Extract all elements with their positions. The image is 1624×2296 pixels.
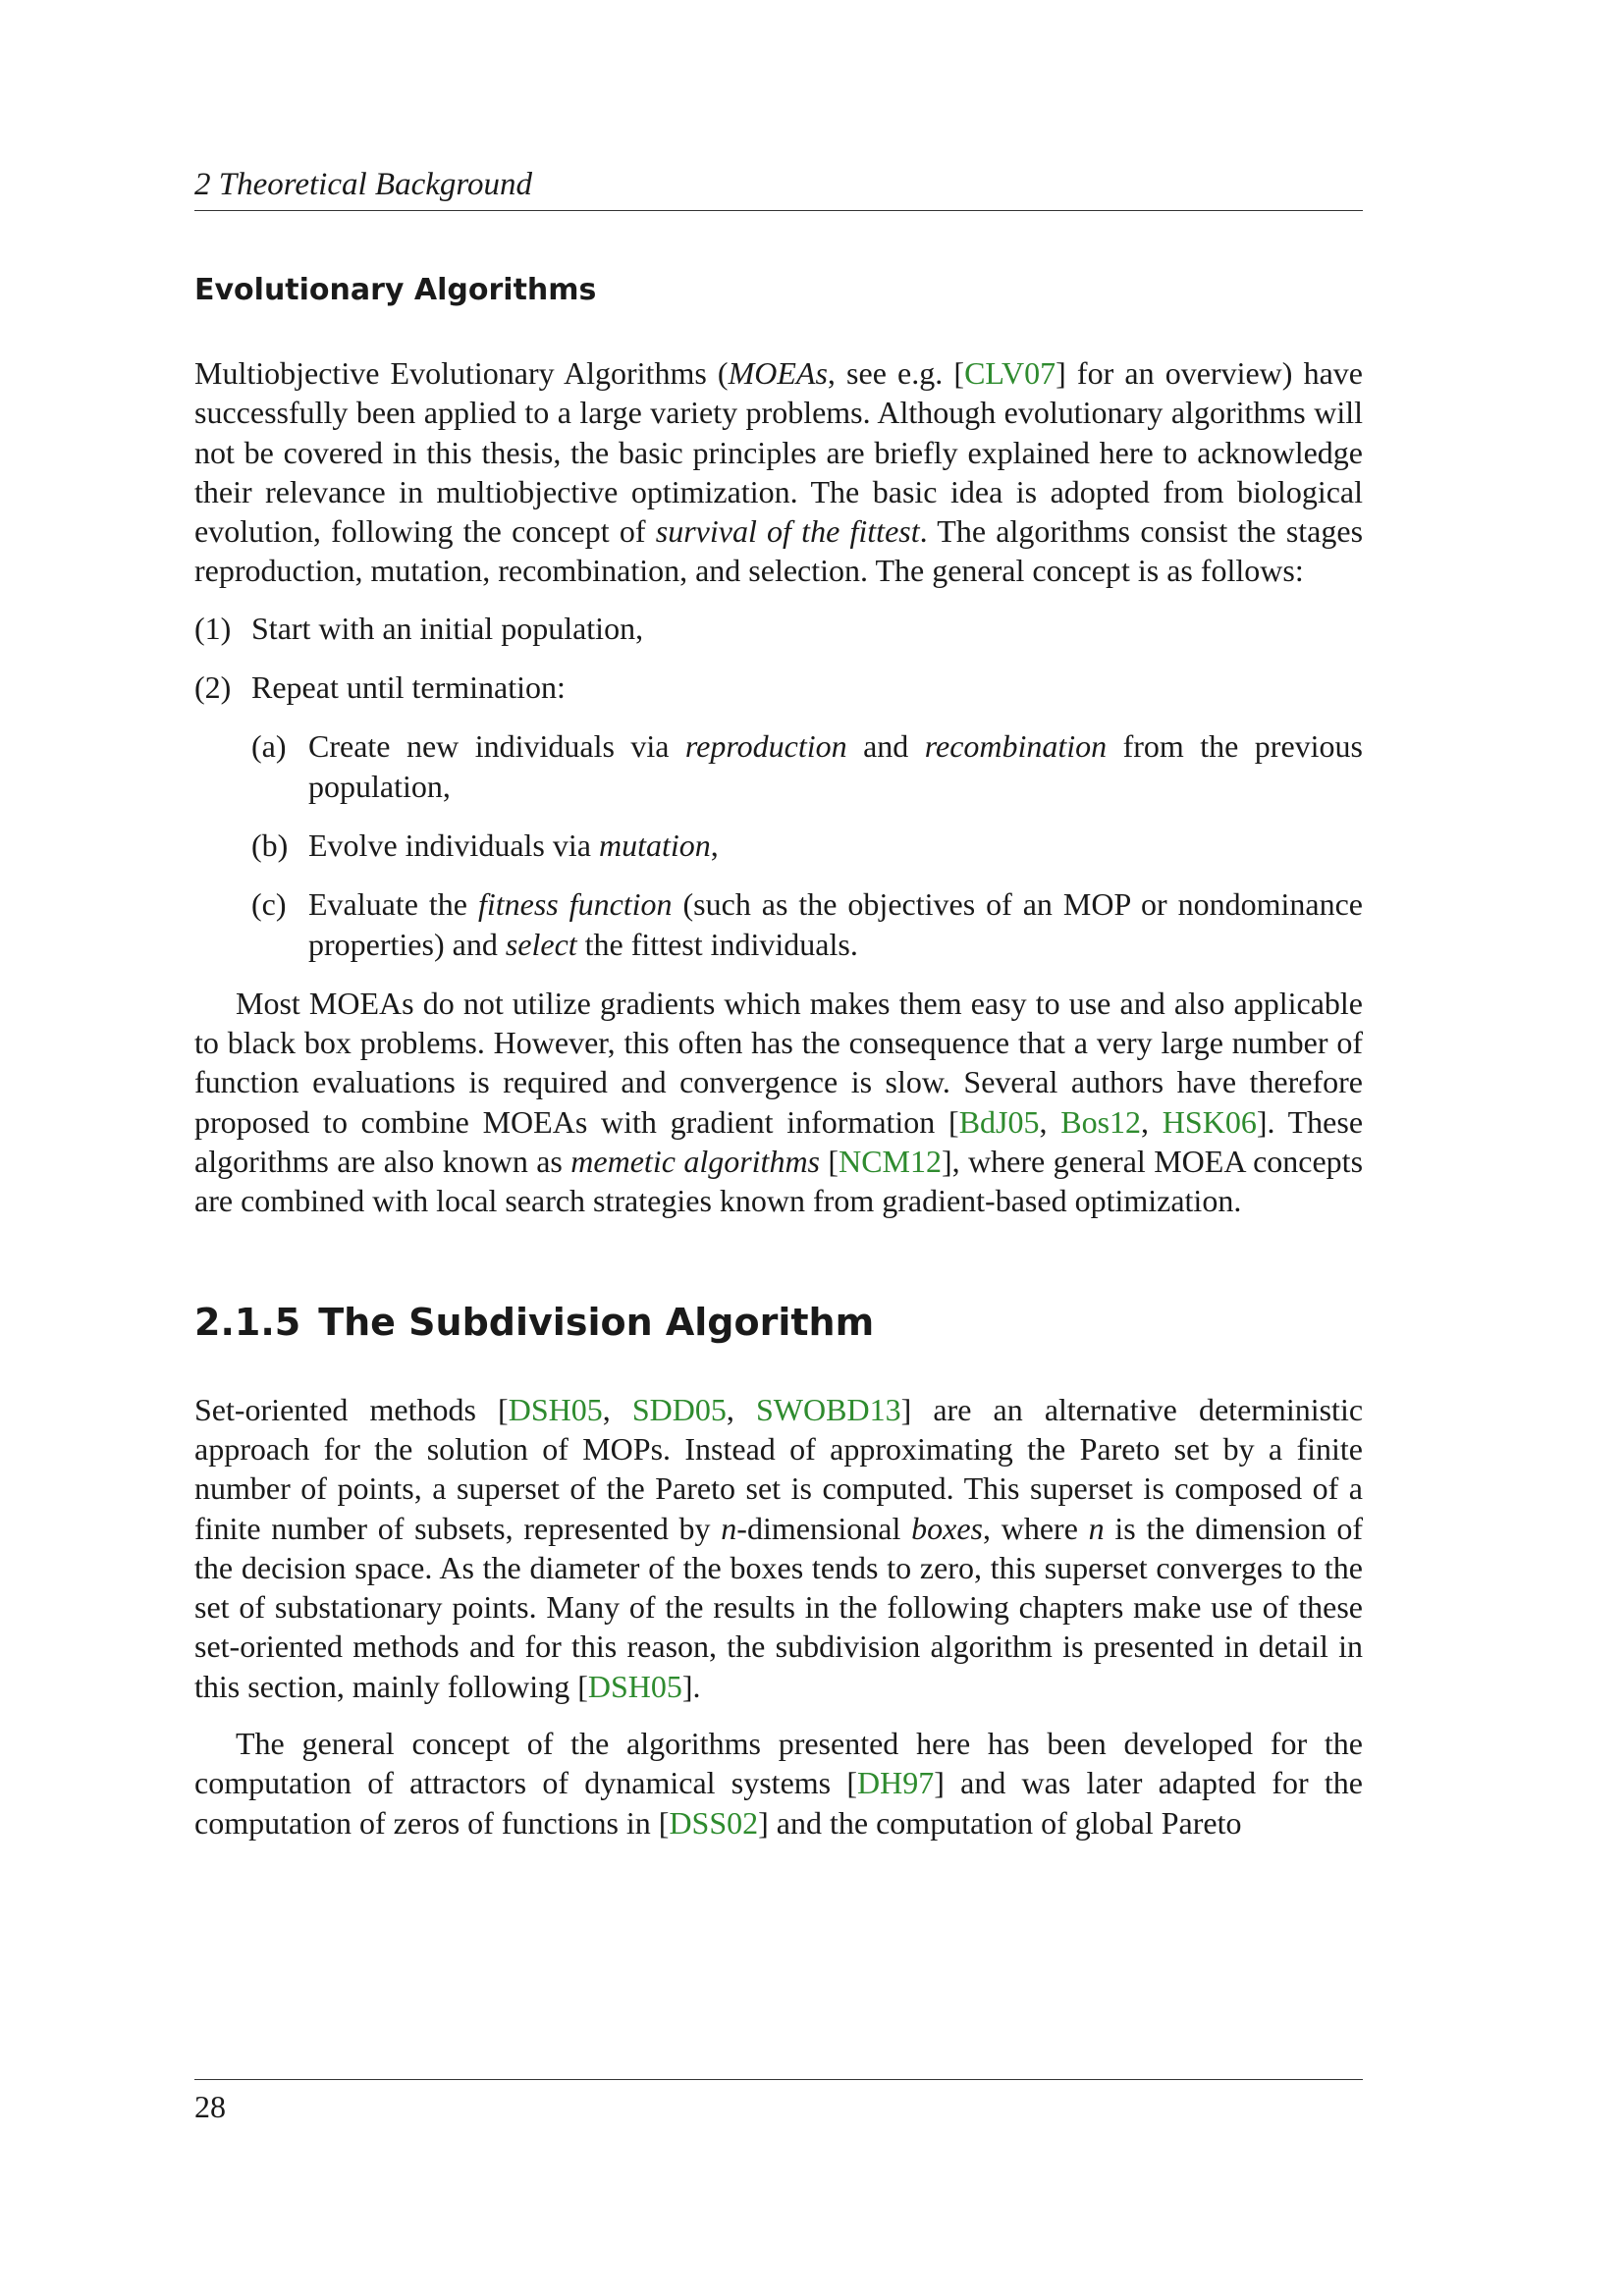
emphasis-reproduction: reproduction — [684, 728, 847, 765]
list-item-label: (c) — [251, 886, 287, 923]
list-item-label: (2) — [194, 669, 232, 706]
text-run: , — [710, 827, 719, 863]
list-item-label: (b) — [251, 827, 289, 863]
text-run: , — [1039, 1103, 1061, 1140]
emphasis-memetic-algorithms: memetic algorithms — [570, 1144, 821, 1180]
text-run: the fittest individuals. — [576, 926, 858, 962]
text-run: Create new individuals via — [308, 728, 685, 765]
text-run: . The algorithms consist the stages reproduction, mutation, recombination, and selection. The general concept is as follows: — [194, 513, 1364, 589]
text-run: ] are an alternative deterministic approach for the solution of MOPs. Instead of approximating the Pareto set by a finite number of points, a superset of the Pareto set is computed. This superset is composed of a finite number of subsets, represented by — [194, 1391, 1364, 1546]
list-item-text: Repeat until termination: — [251, 669, 566, 706]
list-item — [194, 609, 1363, 648]
text-run: Multiobjective Evolutionary Algorithms ( — [194, 355, 729, 391]
paragraph-set-oriented-methods — [194, 1390, 1363, 1706]
citation-link-clv07[interactable]: CLV07 — [964, 355, 1056, 391]
paragraph-moeas-gradients — [194, 984, 1363, 1221]
text-run: , — [1141, 1103, 1163, 1140]
citation-link-ncm12[interactable]: NCM12 — [839, 1144, 942, 1180]
text-run: The general concept of the algorithms presented here has been developed for the computation of attractors of dynamical systems [ — [194, 1726, 1363, 1801]
emphasis-mutation: mutation — [598, 827, 711, 863]
paragraph-moeas-intro — [194, 353, 1363, 591]
citation-link-dss02[interactable]: DSS02 — [669, 1804, 759, 1841]
footer-rule — [194, 2079, 1363, 2080]
text-run: , — [726, 1391, 756, 1427]
section-title: The Subdivision Algorithm — [318, 1300, 875, 1344]
citation-link-dh97[interactable]: DH97 — [857, 1765, 935, 1801]
text-run: ], where general MOEA concepts are combined with local search strategies known from gradient-based optimization. — [194, 1144, 1364, 1219]
citation-link-bdj05[interactable]: BdJ05 — [958, 1103, 1040, 1140]
text-run: Most MOEAs do not utilize gradients which makes them easy to use and also applicable to black box problems. However, this often has the consequence that a very large number of function evaluations is required and convergence is slow. Several authors have therefore proposed to combine MOEAs with gradient information [ — [194, 985, 1363, 1140]
citation-link-hsk06[interactable]: HSK06 — [1162, 1103, 1257, 1140]
list-item-label: (a) — [251, 728, 287, 765]
paragraph-general-concept — [194, 1724, 1363, 1842]
algorithm-substeps-list — [194, 726, 1363, 963]
text-run: , where — [982, 1510, 1089, 1546]
list-item — [194, 884, 1363, 964]
text-run: ]. — [681, 1668, 701, 1704]
page-number: 28 — [194, 2089, 226, 2124]
text-run: ] for an overview) have successfully been applied to a large variety problems. Although evolutionary algorithms will not be covered in this thesis, the basic principles are briefly explained here to acknowledge their relevance in multiobjective optimization. The basic idea is adopted from biological evolution, following the concept of — [194, 355, 1364, 550]
citation-link-swobd13[interactable]: SWOBD13 — [756, 1391, 901, 1427]
list-item-label: (1) — [194, 610, 232, 646]
list-item-text: Start with an initial population, — [251, 610, 644, 646]
math-variable-n: n — [721, 1510, 737, 1546]
running-header: 2 Theoretical Background — [194, 167, 532, 202]
text-run: and — [846, 728, 925, 765]
algorithm-steps-list — [194, 609, 1363, 708]
text-run: , — [602, 1391, 632, 1427]
text-run: , see e.g. [ — [827, 355, 965, 391]
list-item — [194, 726, 1363, 806]
subsection-heading: Evolutionary Algorithms — [194, 273, 597, 307]
page-body — [194, 271, 1363, 1842]
text-run: (such as the objectives of an MOP or nondominance properties) and — [308, 886, 1363, 962]
text-run: -dimensional — [736, 1510, 912, 1546]
emphasis-recombination: recombination — [924, 728, 1108, 765]
citation-link-sdd05[interactable]: SDD05 — [631, 1391, 727, 1427]
text-run: Set-oriented methods [ — [194, 1391, 509, 1427]
list-item — [194, 826, 1363, 865]
emphasis-moeas: MOEAs — [728, 355, 828, 391]
citation-link-dsh05-second[interactable]: DSH05 — [587, 1668, 682, 1704]
text-run: ] and the computation of global Pareto — [758, 1804, 1242, 1841]
text-run: ] and was later adapted for the computation of zeros of functions in [ — [194, 1765, 1364, 1841]
section-heading — [194, 1300, 1363, 1345]
citation-link-bos12[interactable]: Bos12 — [1060, 1103, 1142, 1140]
text-run: [ — [820, 1144, 839, 1180]
citation-link-dsh05[interactable]: DSH05 — [508, 1391, 603, 1427]
list-item — [194, 667, 1363, 707]
emphasis-select: select — [505, 926, 577, 962]
emphasis-survival-of-the-fittest: survival of the fittest — [655, 513, 920, 550]
math-variable-n: n — [1088, 1510, 1105, 1546]
section-number: 2.1.5 — [194, 1300, 301, 1344]
emphasis-fitness-function: fitness function — [477, 886, 673, 923]
header-rule — [194, 210, 1363, 211]
text-run: Evolve individuals via — [308, 827, 599, 863]
text-run: ]. These algorithms are also known as — [194, 1103, 1364, 1180]
text-run: Evaluate the — [308, 886, 478, 923]
text-run: is the dimension of the decision space. As the diameter of the boxes tends to zero, this superset converges to the set of substationary points. Many of the results in the following chapters make use of these set-oriented methods and for this reason, the subdivision algorithm is presented in detail in this section, mainly following [ — [194, 1510, 1364, 1704]
text-run: from the previous population, — [308, 728, 1364, 804]
emphasis-boxes: boxes — [911, 1510, 983, 1546]
